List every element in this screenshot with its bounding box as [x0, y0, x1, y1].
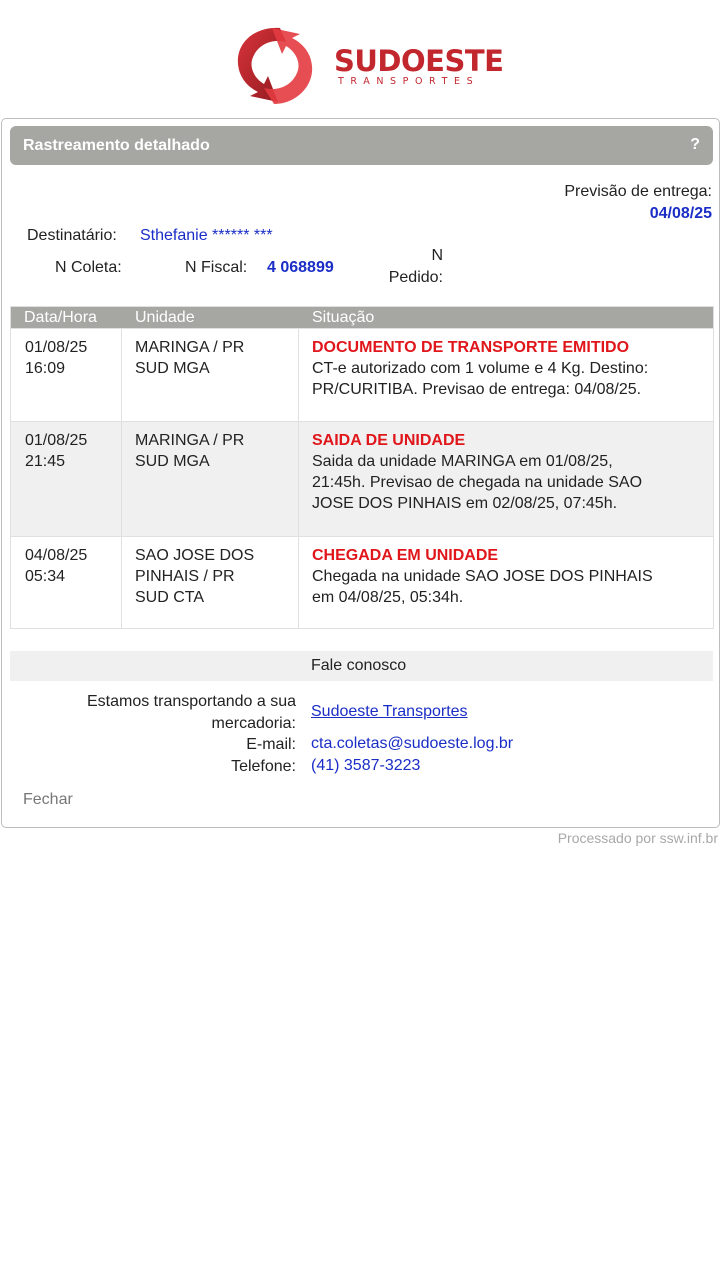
- col-datetime: Data/Hora: [24, 309, 97, 326]
- table-row: [11, 536, 713, 628]
- phone-label: Telefone:: [231, 758, 296, 775]
- footer-processed-by: Processado por ssw.inf.br: [557, 830, 718, 846]
- row-unit: MARINGA / PR: [135, 339, 245, 356]
- recipient-value: Sthefanie ****** ***: [140, 227, 273, 244]
- recipient-label: Destinatário:: [27, 227, 117, 244]
- row-date: 01/08/25: [25, 432, 88, 449]
- fiscal-label: N Fiscal:: [185, 259, 248, 276]
- sudoeste-swirl-icon: [234, 24, 316, 106]
- row-detail: PR/CURITIBA. Previsao de entrega: 04/08/25.: [312, 381, 642, 398]
- tracking-header: [10, 126, 713, 165]
- close-button[interactable]: Fechar: [23, 791, 73, 808]
- phone-link[interactable]: (41) 3587-3223: [311, 757, 421, 774]
- tracking-table: [10, 306, 714, 629]
- table-row: [11, 328, 713, 421]
- company-link[interactable]: Sudoeste Transportes: [311, 703, 468, 720]
- row-unit-code: SUD MGA: [135, 360, 210, 377]
- row-unit-code: SUD CTA: [135, 589, 205, 606]
- row-time: 16:09: [25, 360, 66, 377]
- col-unit: Unidade: [135, 309, 195, 326]
- brand-tagline: TRANSPORTES: [338, 76, 480, 87]
- row-unit-code: SUD MGA: [135, 453, 210, 470]
- tracking-card: [1, 118, 720, 828]
- tracking-title: Rastreamento detalhado: [23, 137, 210, 154]
- row-status: SAIDA DE UNIDADE: [312, 432, 466, 449]
- row-date: 04/08/25: [25, 547, 88, 564]
- row-detail: em 04/08/25, 05:34h.: [312, 589, 464, 606]
- row-date: 01/08/25: [25, 339, 88, 356]
- transport-label: Estamos transportando a sua: [86, 693, 296, 710]
- transport-label-2: mercadoria:: [211, 715, 296, 732]
- row-unit: PINHAIS / PR: [135, 568, 235, 585]
- col-status: Situação: [312, 309, 375, 326]
- row-unit: SAO JOSE DOS: [135, 547, 255, 564]
- sudoeste-logo: [234, 24, 504, 106]
- table-row: [11, 421, 713, 536]
- help-icon[interactable]: ?: [690, 136, 700, 153]
- row-time: 21:45: [25, 453, 66, 470]
- row-unit: MARINGA / PR: [135, 432, 245, 449]
- row-status: CHEGADA EM UNIDADE: [312, 547, 499, 564]
- table-header: [11, 307, 713, 328]
- row-detail: Chegada na unidade SAO JOSE DOS PINHAIS: [312, 568, 653, 585]
- email-label: E-mail:: [246, 736, 296, 753]
- row-detail: CT-e autorizado com 1 volume e 4 Kg. Destino:: [312, 360, 649, 377]
- coleta-label: N Coleta:: [55, 259, 122, 276]
- fiscal-value: 4 068899: [267, 259, 334, 276]
- row-detail: Saida da unidade MARINGA em 01/08/25,: [312, 453, 613, 470]
- row-detail: JOSE DOS PINHAIS em 02/08/25, 07:45h.: [312, 495, 618, 512]
- row-status: DOCUMENTO DE TRANSPORTE EMITIDO: [312, 339, 630, 356]
- brand-name: SUDOESTE: [334, 44, 504, 78]
- contact-header: [10, 651, 713, 681]
- row-time: 05:34: [25, 568, 66, 585]
- email-link[interactable]: cta.coletas@sudoeste.log.br: [311, 735, 514, 752]
- pedido-label-n: N: [431, 247, 443, 264]
- delivery-forecast-date: 04/08/25: [649, 205, 712, 222]
- contact-title: Fale conosco: [311, 657, 407, 674]
- row-detail: 21:45h. Previsao de chegada na unidade SAO: [312, 474, 643, 491]
- pedido-label: Pedido:: [388, 269, 443, 286]
- delivery-forecast-label: Previsão de entrega:: [564, 183, 712, 200]
